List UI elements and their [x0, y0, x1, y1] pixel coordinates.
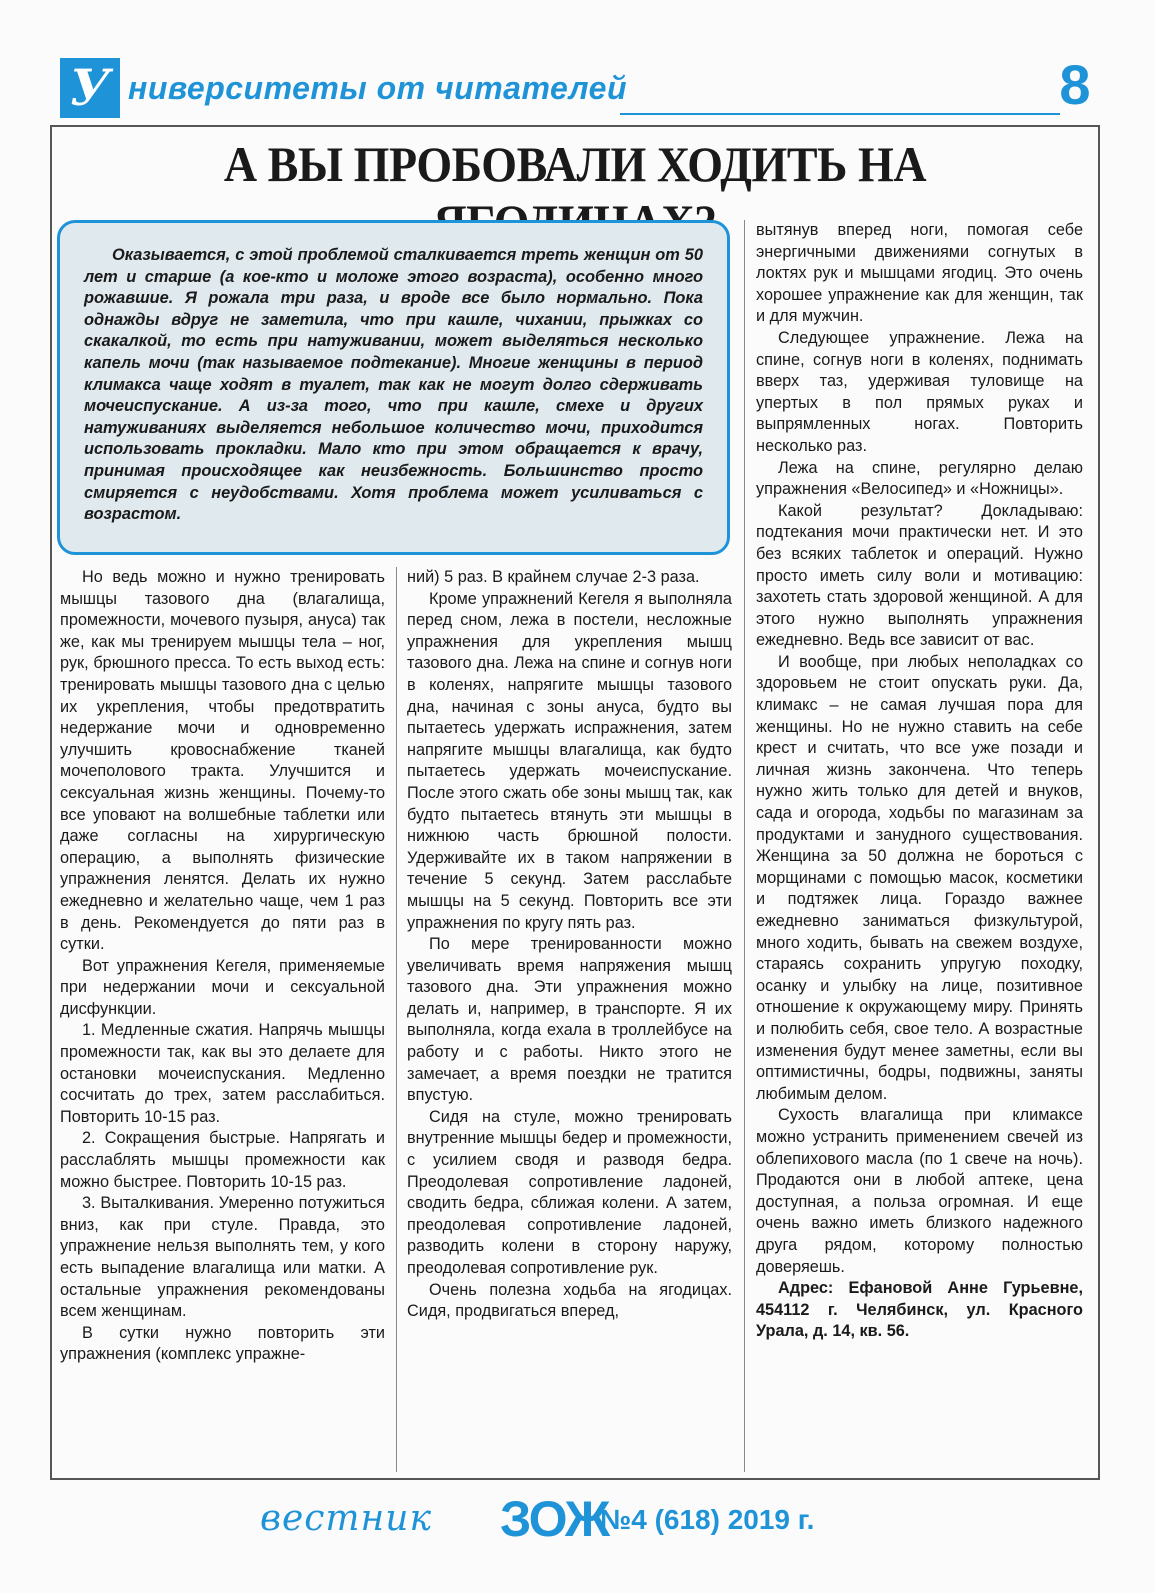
paragraph: Сидя на стуле, можно тренировать внутренние мышцы бедер и промежности, с усилием сводя и разводя бедра. Преодолевая сопротивление ладоней, сводить бедра, сближая колени. А затем, преодолевая сопротивление ладоней, разводить колени в сторону наружу, преодолевая сопротивление рук. — [407, 1107, 732, 1277]
brand-logo: ЗОЖ — [500, 1491, 609, 1547]
paragraph: Лежа на спине, регулярно делаю упражнения «Велосипед» и «Ножницы». — [756, 458, 1083, 499]
section-title: ниверситеты от читателей — [128, 70, 627, 106]
paragraph: Кроме упражнений Кегеля я выполняла перед сном, лежа в постели, несложные упражнения для укрепления мышц тазового дна. Лежа на спине и согнув ноги в коленях, напрягите мышцы тазового дна, начиная с зоны ануса, будто вы пытаетесь удержать испражнения, затем напрягите мышцы влагалища, как будто пытаетесь удержать мочеиспускание. После этого сжать обе зоны мышц так, как будто пытаетесь втянуть эти мышцы в нижнюю часть брюшной полости. Удерживайте их в таком напряжении в течение 5 секунд. Затем расслабьте мышцы на 5 секунд. Повторить все эти упражнения по кругу пять раз. — [407, 589, 732, 932]
column-2 — [407, 567, 732, 1323]
publication-footer — [200, 1490, 960, 1550]
paragraph: Сухость влагалища при климаксе можно устранить применением свечей из облепихового масла (по 1 свече на ночь). Продаются они в любой аптеке, цена доступная, а польза огромная. И еще очень важно иметь близкого надежного друга рядом, которому полностью доверяешь. — [756, 1106, 1083, 1276]
paragraph: ний) 5 раз. В крайнем случае 2-3 раза. — [407, 568, 700, 586]
paragraph: 2. Сокращения быстрые. Напрягать и расслаблять мышцы промежности как можно быстрее. Повторить 10-15 раз. — [60, 1129, 385, 1191]
paragraph: Вот упражнения Кегеля, применяемые при недержании мочи и сексуальной дисфункции. — [60, 956, 385, 1018]
column-3 — [756, 220, 1083, 1343]
column-divider — [744, 220, 745, 1472]
paragraph: По мере тренированности можно увеличивать время напряжения мышц тазового дна. Эти упражнения можно делать и, например, в транспорте. Я их выполняла, когда ехала в троллейбусе на работу и с работы. Никто этого не замечает, а время поездки не тратится впустую. — [407, 935, 732, 1105]
paragraph: 1. Медленные сжатия. Напрячь мышцы промежности так, как вы это делаете для остановки мочеиспускания. Медленно сосчитать до трех, затем расслабиться. Повторить 10-15 раз. — [60, 1021, 385, 1126]
lead-text: Оказывается, с этой проблемой сталкивается треть женщин от 50 лет и старше (а кое-кто и моложе этого возраста), особенно много рожавшие. Я рожала три раза, и вроде все было нормально. Пока однажды вдруг не заметила, что при кашле, чихании, прыжках со скакалкой, то есть при натуживании, может выделяться несколько капель мочи (так называемое подтекание). Многие женщины в период климакса чаще ходят в туалет, так как не могут долго сдерживать мочеиспускание. А из-за того, что при кашле, смехе и других натуживаниях выделяется небольшое количество мочи, приходится использовать прокладки. Мало кто при этом обращается к врачу, принимая происходящее как неизбежность. Большинство просто смиряется с неудобствами. Хотя проблема может усиливаться с возрастом. — [84, 246, 703, 524]
page-number: 8 — [1059, 53, 1091, 116]
brand-script: вестник — [260, 1498, 432, 1539]
paragraph: Следующее упражнение. Лежа на спине, согнув ноги в коленях, поднимать вверх таз, удерживая туловище на упертых в пол прямых руках и выпрямленных ногах. Повторить несколько раз. — [756, 328, 1083, 455]
paragraph: Очень полезна ходьба на ягодицах. Сидя, продвигаться вперед, — [407, 1280, 732, 1321]
issue-number: №4 (618) 2019 г. — [600, 1504, 815, 1535]
paragraph: 3. Выталкивания. Умеренно потужиться вниз, как при стуле. Правда, это упражнение нельзя выполнять тем, у кого есть выпадение влагалища или матки. А остальные упражнения рекомендованы всем женщинам. — [60, 1194, 385, 1321]
lead-box — [57, 220, 730, 555]
column-divider — [396, 567, 397, 1472]
paragraph: В сутки нужно повторить эти упражнения (комплекс упражне- — [60, 1323, 385, 1364]
column-1 — [60, 567, 385, 1366]
paragraph: вытянув вперед ноги, помогая себе энергичными движениями согнутых в локтях рук и мышцами ягодиц. Это очень хорошее упражнение как для женщин, так и для мужчин. — [756, 221, 1083, 326]
section-header — [60, 58, 1100, 120]
paragraph: Но ведь можно и нужно тренировать мышцы тазового дна (влагалища, промежности, мочевого пузыря, ануса) так же, как мы тренируем мышцы тела – ног, рук, брюшного пресса. То есть выход есть: тренировать мышцы тазового дна с целью их укрепления, чтобы предотвратить недержание мочи и одновременно улучшить кровоснабжение тканей мочеполового тракта. Улучшится и сексуальная жизнь женщины. Почему-то все уповают на волшебные таблетки или даже согласны на хирургическую операцию, а выполнять физические упражнения ленятся. Делать их нужно ежедневно и желательно чаще, чем 1 раз в день. Рекомендуется до пяти раз в сутки. — [60, 568, 385, 954]
paragraph: Какой результат? Докладываю: подтекания мочи практически нет. И это без всяких таблеток и операций. Нужно просто иметь силу воли и мотивацию: захотеть стать здоровой женщиной. А для этого нужно выполнять упражнения ежедневно. Ведь все зависит от вас. — [756, 501, 1083, 650]
header-rule — [620, 113, 1060, 115]
author-address: Адрес: Ефановой Анне Гурьевне, 454112 г. Челябинск, ул. Красного Урала, д. 14, кв. 56. — [756, 1279, 1083, 1341]
section-logo-letter: У — [60, 58, 120, 118]
paragraph: И вообще, при любых неполадках со здоровьем не стоит опускать руки. Да, климакс – не самая лучшая пора для женщины. Но не нужно ставить на себе крест и считать, что все уже позади и личная жизнь закончена. Что теперь нужно жить только для детей и внуков, сада и огорода, ходьбы по магазинам за продуктами и занудного существования. Женщина за 50 должна не бороться с морщинами с помощью масок, косметики и подтяжек лица. Гораздо важнее ежедневно заниматься физкультурой, много ходить, бывать на свежем воздухе, стараясь сохранить упругую походку, осанку и улыбку на лице, позитивное отношение к окружающему миру. Принять и полюбить себя, свое тело. А возрастные изменения будут менее заметны, если вы оптимистичны, бодры, подвижны, заняты любимым делом. — [756, 652, 1083, 1103]
article-headline: А ВЫ ПРОБОВАЛИ ХОДИТЬ НА — [223, 136, 927, 192]
